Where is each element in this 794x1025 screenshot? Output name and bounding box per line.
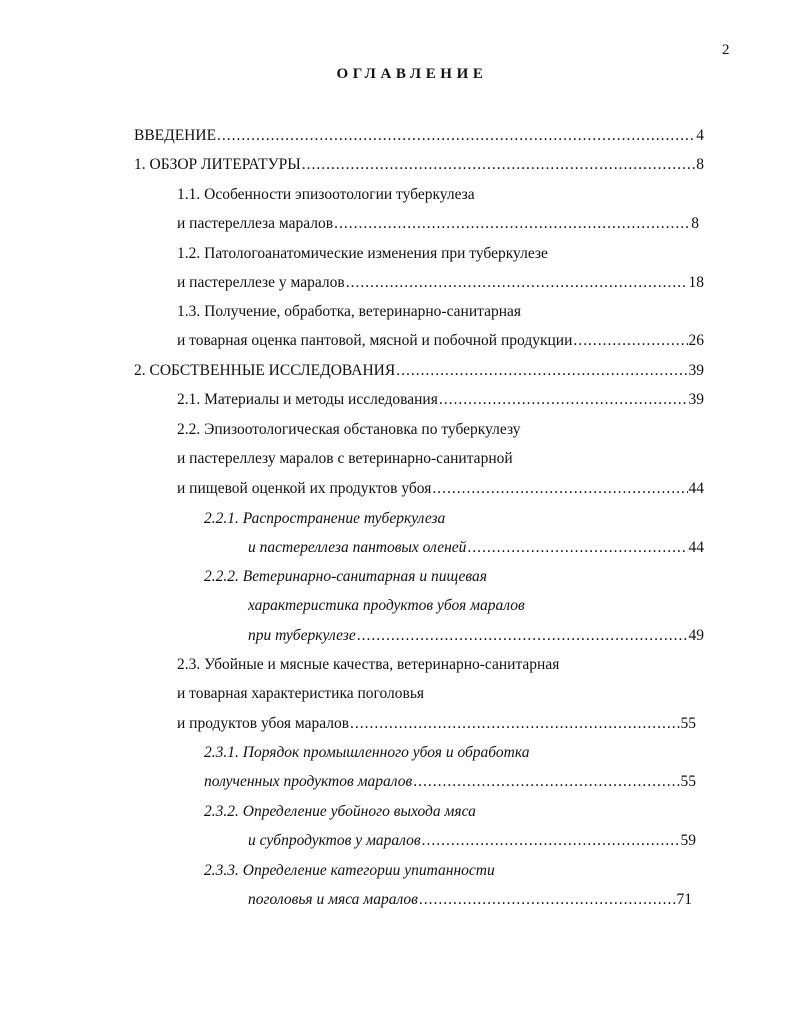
toc-entry <box>177 390 704 410</box>
toc-entry <box>204 743 529 763</box>
toc-entry <box>134 155 704 175</box>
toc-entry-text: 2.2. Эпизоотологическая обстановка по туберкулезу <box>177 421 521 438</box>
toc-entry <box>177 185 475 205</box>
toc-entry <box>204 509 445 529</box>
toc-entry <box>248 626 704 646</box>
page-title: ОГЛАВЛЕНИЕ <box>336 66 488 82</box>
dot-leader <box>419 890 676 910</box>
dot-leader <box>334 214 690 234</box>
toc-entry-text: 2.3.1. Порядок промышленного убоя и обработка <box>204 744 530 761</box>
toc-entry <box>134 361 704 381</box>
toc-entry-text: 2.2.2. Ветеринарно-санитарная и пищевая <box>204 568 487 585</box>
toc-entry <box>177 420 521 440</box>
dot-leader <box>432 479 687 499</box>
toc-entry-page: 8 <box>691 215 699 232</box>
toc-entry-page: 55 <box>680 715 696 732</box>
toc-entry <box>204 802 476 822</box>
dot-leader <box>396 361 687 381</box>
toc-entry-text: поголовья и мяса маралов <box>248 891 418 908</box>
toc-entry <box>204 567 487 587</box>
dot-leader <box>413 772 679 792</box>
toc-entry-text: 2.3.2. Определение убойного выхода мяса <box>204 803 476 820</box>
toc-entry-text: 2.1. Материалы и методы исследования <box>177 391 438 408</box>
toc-entry-text: 1.3. Получение, обработка, ветеринарно-санитарная <box>177 303 522 320</box>
dot-leader <box>302 155 696 175</box>
toc-entry <box>248 596 525 616</box>
toc-entry-page: 18 <box>688 274 704 291</box>
toc-entry <box>177 655 559 675</box>
toc-entry-page: 71 <box>676 891 692 908</box>
toc-entry <box>177 273 704 293</box>
toc-entry-page: 4 <box>696 127 704 144</box>
toc-entry <box>177 714 696 734</box>
toc-entry <box>204 772 696 792</box>
toc-entry <box>134 126 704 146</box>
toc-entry <box>248 831 696 851</box>
toc-entry-text: и пастереллезу маралов с ветеринарно-санитарной <box>177 450 513 467</box>
toc-entry-text: 1.2. Патологоанатомические изменения при туберкулезе <box>177 245 548 262</box>
toc-entry-page: 59 <box>680 832 696 849</box>
toc-entry-text: 2.2.1. Распространение туберкулеза <box>204 510 446 527</box>
toc-entry <box>248 538 704 558</box>
toc-entry-text: 2.3.3. Определение категории упитанности <box>204 862 495 879</box>
toc-entry-text: и пастереллеза пантовых оленей <box>248 539 467 556</box>
toc-entry-page: 39 <box>688 362 704 379</box>
toc-entry-page: 49 <box>688 627 704 644</box>
dot-leader <box>350 714 679 734</box>
toc-entry-text: и товарная оценка пантовой, мясной и побочной продукции <box>177 332 573 349</box>
toc-entry-page: 39 <box>688 391 704 408</box>
toc-entry <box>248 890 692 910</box>
toc-entry-text: и товарная характеристика поголовья <box>177 685 425 702</box>
dot-leader <box>357 626 688 646</box>
toc-entry-page: 8 <box>696 156 704 173</box>
toc-entry <box>177 244 548 264</box>
toc-entry-text: характеристика продуктов убоя маралов <box>248 597 525 614</box>
toc-entry-text: полученных продуктов маралов <box>204 773 413 790</box>
toc-entry <box>177 684 424 704</box>
toc-entry-text: и продуктов убоя маралов <box>177 715 350 732</box>
toc-entry-page: 44 <box>688 539 704 556</box>
toc-entry-text: и пищевой оценкой их продуктов убоя <box>177 480 432 497</box>
toc-entry <box>204 861 495 881</box>
dot-leader <box>573 331 687 351</box>
toc-entry <box>177 331 704 351</box>
toc-entry-text: 2. СОБСТВЕННЫЕ ИССЛЕДОВАНИЯ <box>134 362 396 379</box>
toc-entry-text: 2.3. Убойные и мясные качества, ветеринарно-санитарная <box>177 656 560 673</box>
toc-entry-text: и пастереллезе у маралов <box>177 274 345 291</box>
toc-entry-text: и субпродуктов у маралов <box>248 832 421 849</box>
toc-entry-text: 1.1. Особенности эпизоотологии туберкулеза <box>177 186 475 203</box>
toc-entry <box>177 302 521 322</box>
page-number: 2 <box>722 42 730 58</box>
dot-leader <box>467 538 687 558</box>
dot-leader <box>422 831 680 851</box>
toc-entry <box>177 214 699 234</box>
toc-entry-text: при туберкулезе <box>248 627 356 644</box>
dot-leader <box>346 273 688 293</box>
toc-entry-page: 55 <box>680 773 696 790</box>
toc-entry-page: 26 <box>688 332 704 349</box>
dot-leader <box>439 390 688 410</box>
toc-entry-text: ВВЕДЕНИЕ <box>134 127 217 144</box>
dot-leader <box>217 126 695 146</box>
toc-entry <box>177 479 704 499</box>
toc-entry-text: 1. ОБЗОР ЛИТЕРАТУРЫ <box>134 156 301 173</box>
toc-entry-page: 44 <box>688 480 704 497</box>
toc-entry-text: и пастереллеза маралов <box>177 215 334 232</box>
toc-entry <box>177 449 513 469</box>
